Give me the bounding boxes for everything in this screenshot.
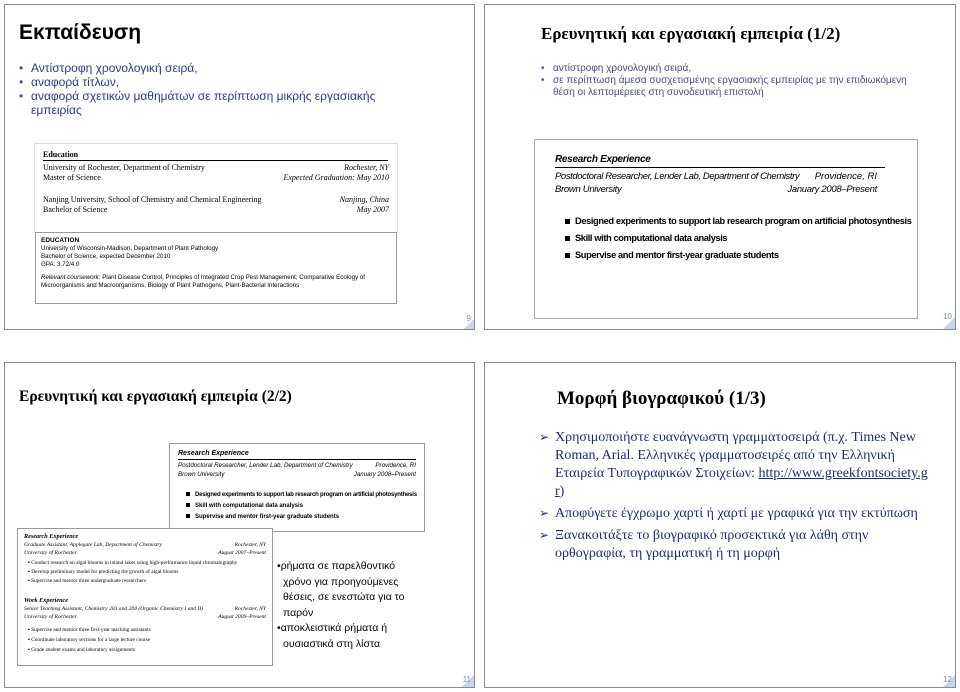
research-item: Designed experiments to support lab research program on artificial photosynthesis <box>565 216 911 226</box>
list-item: • Αντίστροφη χρονολογική σειρά, <box>19 61 198 75</box>
research-item: Skill with computational data analysis <box>186 503 303 509</box>
research-dates: January 2008–Present <box>787 184 877 195</box>
education-row-right: May 2007 <box>356 205 389 214</box>
experience-item: ▪ Conduct research on algal blooms in inland lakes using high-performance liquid chromatography <box>28 560 238 566</box>
list-item: • αναφορά σχετικών μαθημάτων σε περίπτωση μικρής εργασιακής εμπειρίας <box>19 89 376 117</box>
research-image <box>534 139 918 319</box>
list-item: •ρήματα σε παρελθοντικό χρόνο για προηγούμενες θέσεις, σε ενεστώτα για το παρόν <box>277 560 405 619</box>
research-item: Skill with computational data analysis <box>565 233 727 243</box>
bullet-list <box>19 61 409 117</box>
bullet-list <box>541 63 921 99</box>
research-place: Providence, RI <box>375 462 416 469</box>
education-row-right: Expected Graduation: May 2010 <box>283 173 389 182</box>
research-org: Brown University <box>555 184 622 195</box>
education-image-2 <box>35 232 397 304</box>
list-item: ➢ Ξανακοιτάξτε το βιογραφικό προσεκτικά για λάθη στην ορθογραφία, τη γραμματική ή τη μορφή <box>539 528 869 561</box>
experience-image: Research Experience Graduate Assistant, Applegate Lab, Department of Chemistry Rochester, NY University of Rochester August 2007–Present ▪ Conduct research on algal blooms in inland lakes using high-performance liquid chromatography ▪ Develop preliminary model for predicting the growth of algal blooms ▪ Supervise and mentor three undergraduate researchers Work Experience Senior Teaching Assistant, Chemistry 203 and 204 (Organic Chemistry I and II) Rochester, NY University of Rochester August 2009–Present ▪ Supervise and mentor three first-year teaching assistants ▪ Coordinate laboratory sections for a large lecture course ▪ Grade student exams and laboratory assignments <box>17 528 273 666</box>
slide-11 <box>4 362 475 688</box>
education-row: University of Rochester, Department of Chemistry <box>43 163 205 172</box>
experience-item: ▪ Grade student exams and laboratory assignments <box>28 647 135 653</box>
experience-item: ▪ Supervise and mentor three first-year teaching assistants <box>28 627 151 633</box>
slide-9 <box>4 4 475 330</box>
experience-item: ▪ Supervise and mentor three undergraduate researchers <box>28 578 146 584</box>
research-heading: Research Experience <box>178 450 249 457</box>
list-item: • σε περίπτωση άμεσα συσχετισμένης εργασιακής εμπειρίας με την επιδιωκόμενη θέση οι λεπτομέρειες στη συνοδευτική επιστολή <box>541 75 907 98</box>
education-heading: EDUCATION <box>41 237 80 244</box>
education-line: Bachelor of Science, expected December 2010 <box>41 253 171 260</box>
list-item: •αποκλειστικά ρήματα ή ουσιαστικά στη λίστα <box>277 622 388 650</box>
education-image-1 <box>35 144 397 232</box>
education-row-right: Nanjing, China <box>339 195 389 204</box>
note-list <box>277 559 423 652</box>
slide-12 <box>484 362 956 688</box>
experience-item: ▪ Develop preliminary model for predicting the growth of algal blooms <box>28 569 179 575</box>
research-place: Providence, RI <box>814 171 877 182</box>
research-heading: Research Experience <box>555 154 651 165</box>
education-row: Master of Science <box>43 173 101 182</box>
slide-title: Ερευνητική και εργασιακή εμπειρία (1/2) <box>541 24 841 43</box>
education-heading: Education <box>43 150 79 159</box>
list-item: ➢ Αποφύγετε έγχρωμο χαρτί ή χαρτί με γραφικά για την εκτύπωση <box>539 506 918 521</box>
research-org: Brown University <box>178 471 225 478</box>
research-item: Supervise and mentor first-year graduate students <box>565 250 779 260</box>
research-role: Postdoctoral Researcher, Lender Lab, Department of Chemistry <box>555 171 800 182</box>
research-dates: January 2008–Present <box>353 471 416 478</box>
list-item: • αναφορά τίτλων, <box>19 75 120 89</box>
font-society-link[interactable]: http://www.greekfontsociety.gr <box>555 466 928 499</box>
slide-number: 12 <box>943 675 952 684</box>
education-row-right: Rochester, NY <box>344 163 389 172</box>
experience-heading: Work Experience <box>24 597 69 604</box>
research-image <box>169 443 425 532</box>
slide-number: 9 <box>466 314 471 323</box>
education-line: University of Wisconsin-Madison, Department of Plant Pathology <box>41 245 219 252</box>
slide-number: 11 <box>462 675 471 684</box>
education-line: GPA: 3.72/4.0 <box>41 261 80 268</box>
slide-title: Ερευνητική και εργασιακή εμπειρία (2/2) <box>19 388 292 405</box>
experience-item: ▪ Coordinate laboratory sections for a large lecture course <box>28 637 151 643</box>
slide-10 <box>484 4 956 330</box>
experience-heading: Research Experience <box>24 533 79 540</box>
research-item: Supervise and mentor first-year graduate students <box>186 514 339 520</box>
bullet-list <box>539 429 935 563</box>
slide-title: Μορφή βιογραφικού (1/3) <box>557 388 766 409</box>
list-item: ➢ Χρησιμοποιήστε ευανάγνωστη γραμματοσειρά (π.χ. Times New Roman, Arial. Ελληνικές γραμματοσειρές από την Ελληνική Εταιρεία Τυπογραφικών Στοιχείων: http://www.greekfontsociety.gr) <box>539 430 928 499</box>
list-item: • αντίστροφη χρονολογική σειρά, <box>541 63 692 74</box>
research-role: Postdoctoral Researcher, Lender Lab, Department of Chemistry <box>178 462 353 469</box>
slide-title: Εκπαίδευση <box>19 21 142 44</box>
education-row: Nanjing University, School of Chemistry and Chemical Engineering <box>43 195 262 204</box>
coursework: Relevant coursework: Plant Disease Control, Principles of Integrated Crop Pest Management; Comparative Ecology of Microorganisms and Macroorganisms, Biology of Plant Pathogens, Plant-Bacterial Interactions <box>41 274 365 289</box>
slide-number: 10 <box>943 312 952 321</box>
research-item: Designed experiments to support lab research program on artificial photosynthesis <box>186 492 417 498</box>
education-row: Bachelor of Science <box>43 205 108 214</box>
